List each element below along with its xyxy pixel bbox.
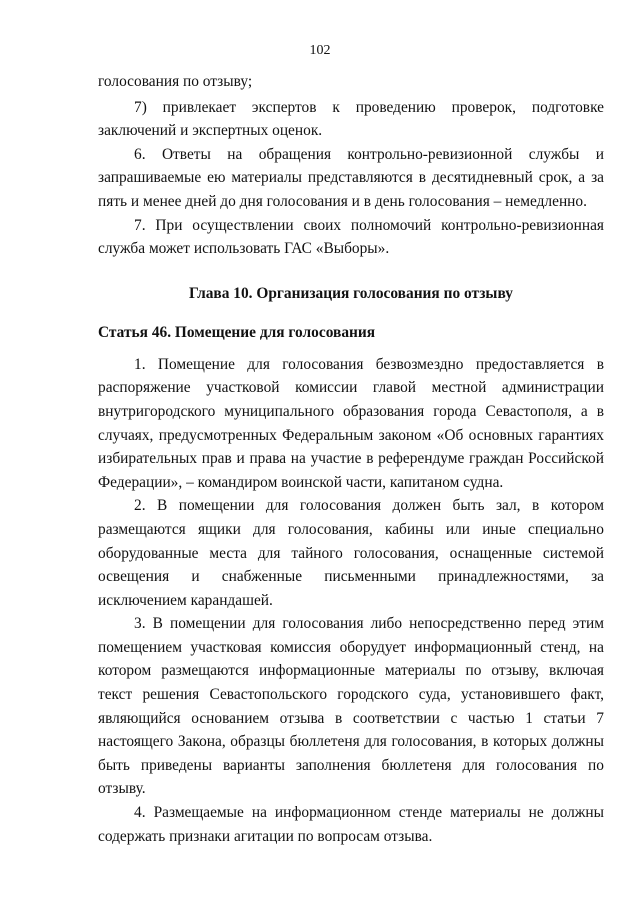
paragraph-point-6: 6. Ответы на обращения контрольно-ревизионной службы и запрашиваемые ею материалы представляются в десятидневный срок, а за пять и менее дней до дня голосования и в день голосования – немедленно. <box>98 145 604 210</box>
article-paragraph-3: 3. В помещении для голосования либо непосредственно перед этим помещением участковая комиссия оборудует информационный стенд, на котором размещаются информационные материалы по отзыву, включая текст решения Севастопольского городского суда, установившего факт, являющийся основанием отзыва в соответствии с частью 1 статьи 7 настоящего Закона, образцы бюллетеня для голосования, в которых должны быть приведены варианты заполнения бюллетеня для голосования по отзыву. <box>98 615 604 798</box>
article-title: Статья 46. Помещение для голосования <box>98 323 376 341</box>
paragraph-continuation: голосования по отзыву; <box>98 73 253 90</box>
article-paragraph-1: 1. Помещение для голосования безвозмездно предоставляется в распоряжение участковой комиссии главой местной администрации внутригородского муниципального образования города Севастополя, а в случаях, предусмотренных Федеральным законом «Об основных гарантиях избирательных прав и права на участие в референдуме граждан Российской Федерации», – командиром воинской части, капитаном судна. <box>98 355 604 491</box>
article-paragraph-4: 4. Размещаемые на информационном стенде материалы не должны содержать признаки агитации по вопросам отзыва. <box>98 804 604 845</box>
article-paragraph-2: 2. В помещении для голосования должен быть зал, в котором размещаются ящики для голосования, кабины или иные специально оборудованные места для тайного голосования, оснащенные системой освещения и снабженные письменными принадлежностями, за исключением карандашей. <box>98 497 604 609</box>
chapter-title: Глава 10. Организация голосования по отзыву <box>189 284 513 302</box>
paragraph-point-7: 7. При осуществлении своих полномочий контрольно-ревизионная служба может использовать ГАС «Выборы». <box>98 216 604 258</box>
document-body <box>98 70 604 848</box>
page-number: 102 <box>309 43 331 58</box>
paragraph-item-7-experts: 7) привлекает экспертов к проведению проверок, подготовке заключений и экспертных оценок. <box>98 98 604 140</box>
